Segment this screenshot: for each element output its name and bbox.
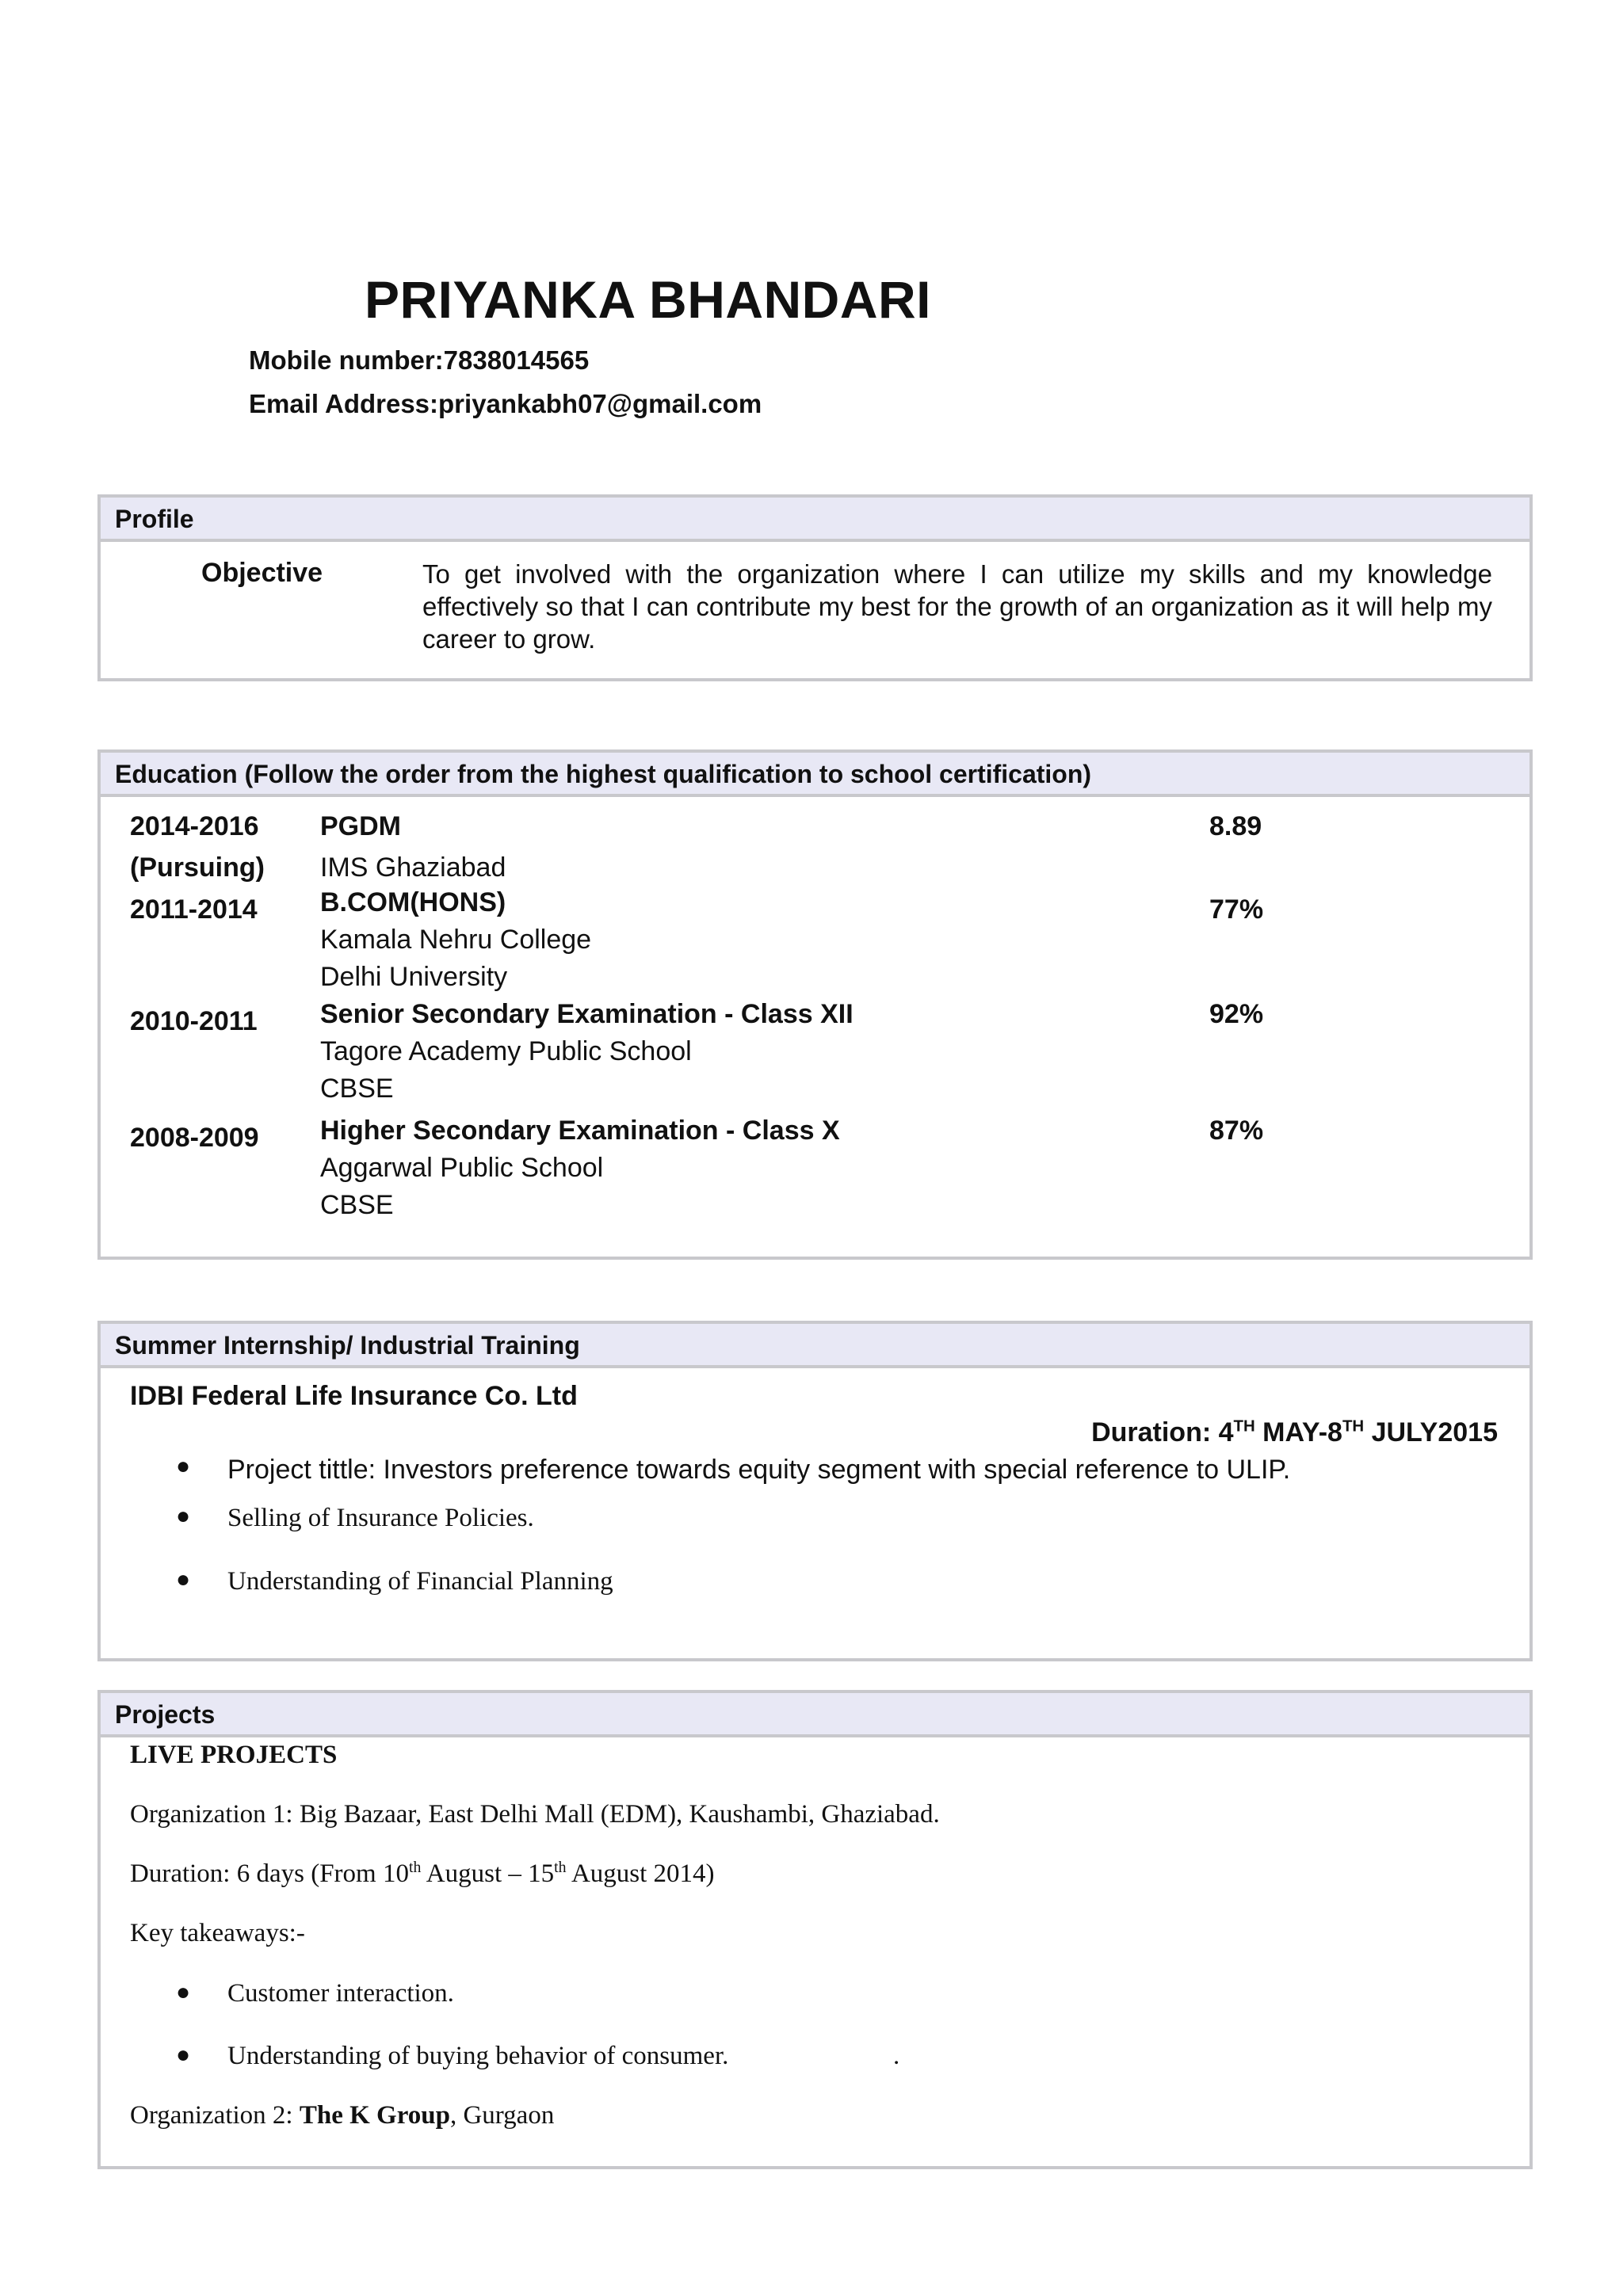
edu-board: CBSE [320,1190,394,1220]
mobile-number: Mobile number:7838014565 [249,345,590,375]
bullet-icon: ● [176,2042,191,2068]
edu-score: 92% [1209,999,1264,1029]
project-bullet: Customer interaction. [227,1979,454,2008]
project-bullet: Understanding of buying behavior of consumer. [227,2042,729,2070]
education-header: Education (Follow the order from the highest qualification to school certification) [101,753,1529,797]
trailing-dot: . [893,2042,900,2070]
edu-institution: Tagore Academy Public School [320,1036,692,1066]
project-org1: Organization 1: Big Bazaar, East Delhi Mall (EDM), Kaushambi, Ghaziabad. [130,1800,940,1829]
bullet-icon: ● [176,1503,191,1529]
profile-header: Profile [101,498,1529,542]
project-org2: Organization 2: The K Group, Gurgaon [130,2101,555,2130]
edu-years: 2008-2009 [130,1123,259,1153]
edu-status: (Pursuing) [130,852,265,883]
edu-institution: IMS Ghaziabad [320,852,506,883]
internship-duration: Duration: 4TH MAY-8TH JULY2015 [1091,1417,1498,1447]
edu-degree: B.COM(HONS) [320,887,506,917]
edu-years: 2011-2014 [130,894,258,925]
internship-bullet: Selling of Insurance Policies. [227,1504,534,1532]
internship-company: IDBI Federal Life Insurance Co. Ltd [130,1381,578,1411]
internship-section [97,1321,1533,1661]
bullet-icon: ● [176,1453,191,1479]
edu-degree: PGDM [320,811,401,841]
objective-label: Objective [201,558,323,588]
edu-board: Delhi University [320,962,508,992]
education-section [97,749,1533,1260]
live-projects-heading: LIVE PROJECTS [130,1741,338,1769]
projects-section [97,1690,1533,2169]
objective-text: To get involved with the organization where I can utilize my skills and my knowledge effectively so that I can contribute my best for the growth of an organization as it will help my career to grow. [422,559,1492,654]
bullet-icon: ● [176,1979,191,2005]
edu-board: CBSE [320,1074,394,1104]
project-duration: Duration: 6 days (From 10th August – 15th August 2014) [130,1859,715,1888]
projects-header: Projects [101,1693,1529,1737]
email-address: Email Address:priyankabh07@gmail.com [249,389,762,418]
bullet-icon: ● [176,1566,191,1592]
candidate-name: PRIYANKA BHANDARI [365,270,932,329]
edu-years: 2014-2016 [130,811,259,841]
edu-institution: Kamala Nehru College [320,925,592,955]
edu-degree: Senior Secondary Examination - Class XII [320,999,854,1029]
edu-degree: Higher Secondary Examination - Class X [320,1116,840,1146]
edu-score: 77% [1209,894,1264,925]
edu-score: 87% [1209,1116,1264,1146]
internship-bullet: Project tittle: Investors preference towards equity segment with special reference to ULIP. [227,1455,1291,1485]
edu-score: 8.89 [1209,811,1262,841]
profile-section [97,494,1533,681]
key-takeaways: Key takeaways:- [130,1919,305,1947]
internship-bullet: Understanding of Financial Planning [227,1567,613,1596]
internship-header: Summer Internship/ Industrial Training [101,1324,1529,1368]
edu-institution: Aggarwal Public School [320,1153,604,1183]
edu-years: 2010-2011 [130,1006,258,1036]
